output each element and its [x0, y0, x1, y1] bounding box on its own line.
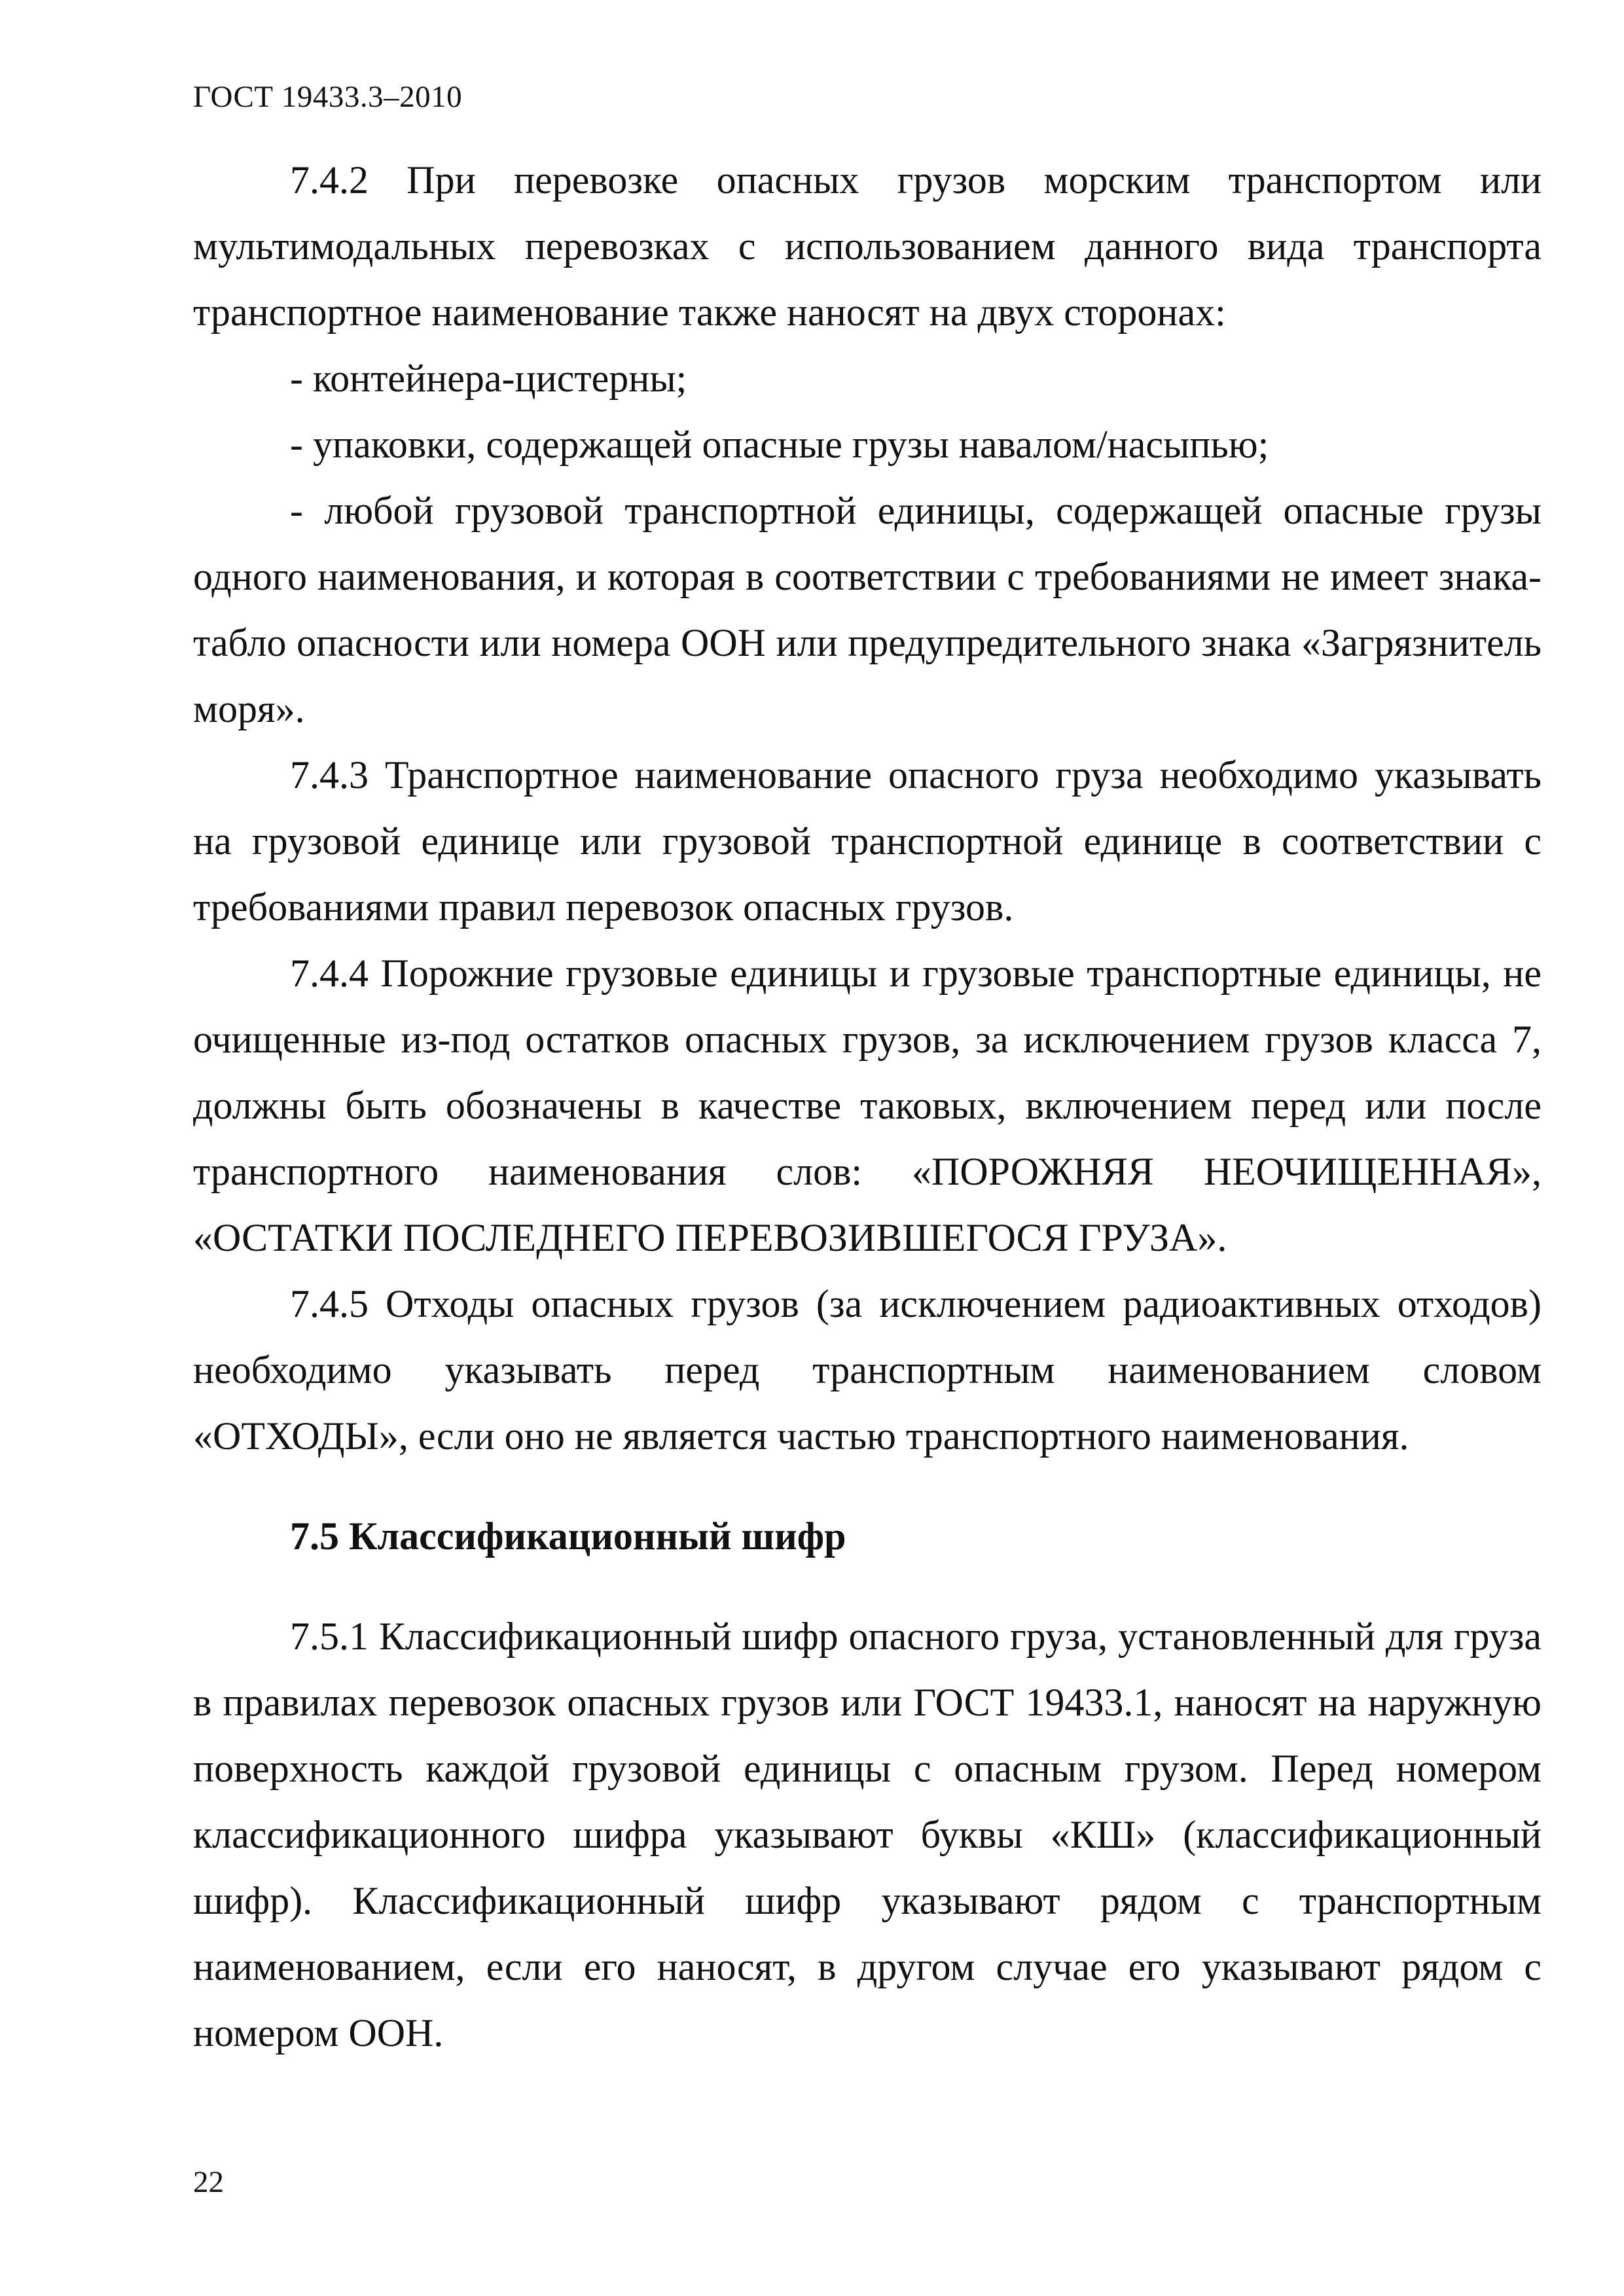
paragraph-7-4-3: 7.4.3 Транспортное наименование опасного груза необходимо указывать на грузовой единице или грузовой транспортной единице в соответствии с требованиями правил перевозок опасных грузов. — [193, 753, 1542, 929]
paragraph-7-4-5: 7.4.5 Отходы опасных грузов (за исключением радиоактивных отходов) необходимо указывать перед транспортным наименованием словом «ОТХОДЫ», если оно не является частью транспортного наименования. — [193, 1282, 1542, 1458]
list-item-transport-unit: - любой грузовой транспортной единицы, содержащей опасные грузы одного наименования, и которая в соответствии с требованиями не имеет знака-табло опасности или номера ООН или предупредительного знака «Загрязнитель моря». — [193, 489, 1542, 730]
page-number: 22 — [193, 2165, 224, 2199]
document-header: ГОСТ 19433.3–2010 — [193, 80, 463, 114]
spacer — [193, 1469, 1542, 1503]
section-heading-7-5: 7.5 Классификационный шифр — [290, 1515, 846, 1558]
paragraph-7-5-1: 7.5.1 Классификационный шифр опасного груза, установленный для груза в правилах перевозок опасных грузов или ГОСТ 19433.1, наносят на наружную поверхность каждой грузовой единицы с опасным грузом. Перед номером классификационного шифра указывают буквы «КШ» (классификационный шифр). Классификационный шифр указывают рядом с транспортным наименованием, если его наносят, в другом случае его указывают рядом с номером ООН. — [193, 1615, 1542, 2054]
list-item-bulk-packaging: - упаковки, содержащей опасные грузы навалом/насыпью; — [290, 423, 1269, 466]
spacer — [193, 1570, 1542, 1604]
paragraph-7-4-2: 7.4.2 При перевозке опасных грузов морским транспортом или мультимодальных перевозках с использованием данного вида транспорта транспортное наименование также наносят на двух сторонах: — [193, 158, 1542, 334]
paragraph-7-4-4: 7.4.4 Порожние грузовые единицы и грузовые транспортные единицы, не очищенные из-под остатков опасных грузов, за исключением грузов класса 7, должны быть обозначены в качестве таковых, включением перед или после транспортного наименования слов: «ПОРОЖНЯЯ НЕОЧИЩЕННАЯ», «ОСТАТКИ ПОСЛЕДНЕГО ПЕРЕВОЗИВШЕГОСЯ ГРУЗА». — [193, 952, 1542, 1259]
document-body — [193, 147, 1542, 2066]
list-item-tank-container: - контейнера-цистерны; — [290, 357, 687, 400]
